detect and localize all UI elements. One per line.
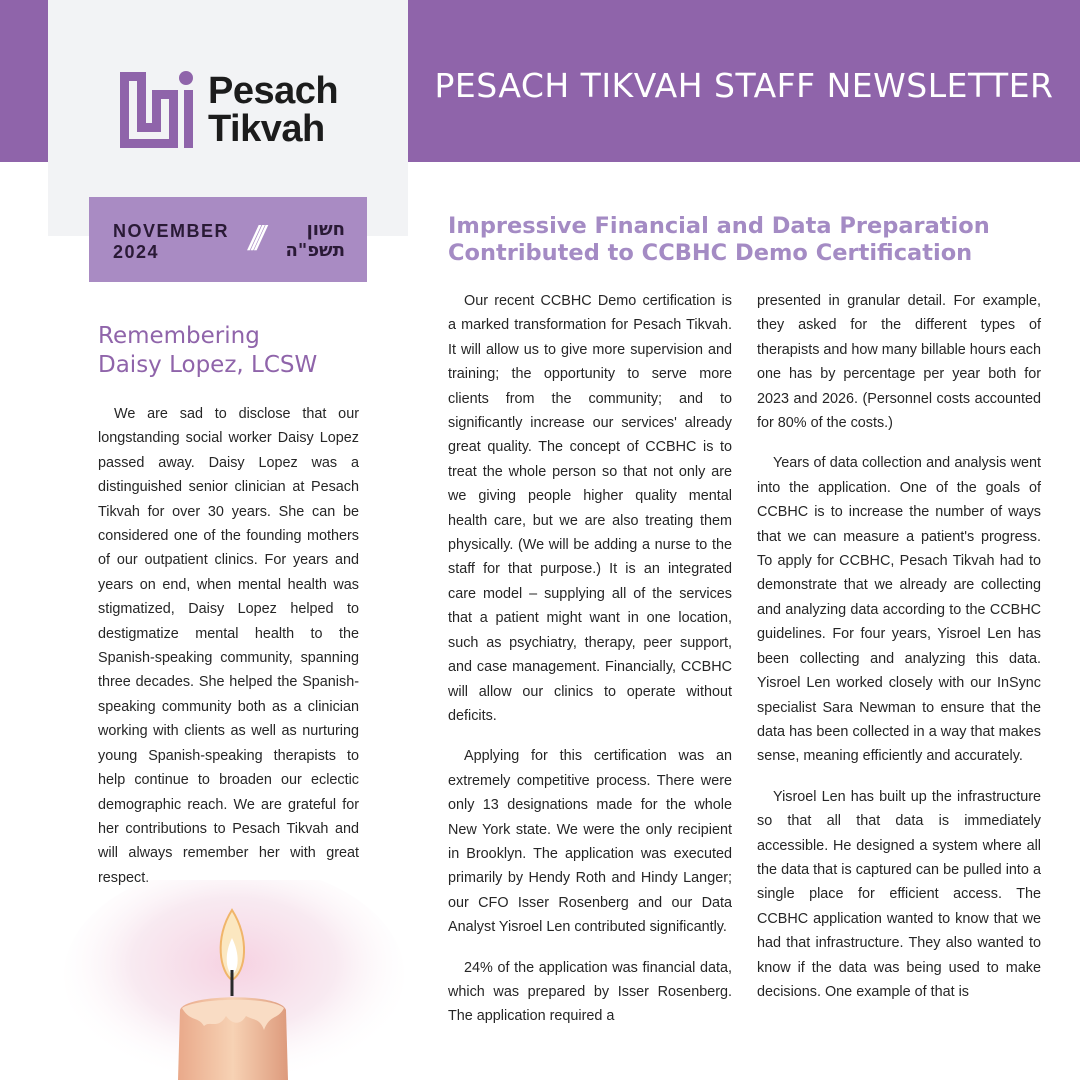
article-paragraph: presented in granular detail. For example, they asked for the different types of therapists and how many billable hours each one has by percentage per year both for 2023 and 2026. (Personnel costs accounted for 80% of the costs.) <box>757 293 1041 432</box>
issue-date-hebrew <box>285 219 345 261</box>
article-paragraph: Years of data collection and analysis went into the application. One of the goals of CCBHC is to increase the number of ways that we can measure a patient's progress. To apply for CCBHC, Pesach Tikvah had to demonstrate that we already are collecting and analyzing data according to the CCBHC guidelines. For four years, Yisroel Len has been collecting and analyzing this data. Yisroel Len worked closely with our InSync specialist Sara Newman to ensure that the data has been collected in a way that makes sense, meaning efficiently and accurately. <box>757 455 1041 765</box>
article-title-line-1: Impressive Financial and Data Preparation <box>448 213 990 239</box>
sidebar-heading-line-2: Daisy Lopez, LCSW <box>98 352 318 378</box>
issue-hebrew-month: חשון <box>306 219 345 240</box>
article-column-left <box>448 289 732 1045</box>
sidebar-heading-line-1: Remembering <box>98 323 260 349</box>
article-paragraph: Applying for this certification was an extremely competitive process. There were only 13 designations made for the whole New York state. We were the only recipient in Brooklyn. The application was executed primarily by Hendy Roth and Hindy Langer; our CFO Isser Rosenberg and our Data Analyst Yisroel Len contributed significantly. <box>448 748 732 936</box>
article-title-line-2: Contributed to CCBHC Demo Certification <box>448 240 973 266</box>
logo <box>120 70 360 152</box>
article-paragraph: Our recent CCBHC Demo certification is a marked transformation for Pesach Tikvah. It will allow us to give more supervision and training; the opportunity to serve more clients from the community; and to significantly increase our services' already great quality. The concept of CCBHC is to treat the whole person so that not only are we giving people higher quality mental health care, but we are also treating them physically. (We will be adding a nurse to the staff for that purpose.) It is an integrated care model – supplying all of the services that a patient might want in one location, such as psychiatry, therapy, peer support, and case management. Financially, CCBHC will allow our clinics to operate without deficits. <box>448 293 732 724</box>
issue-date-english <box>113 221 229 263</box>
divider-slashes-icon: /// <box>249 220 260 258</box>
logo-line-2: Tikvah <box>208 108 325 150</box>
newsletter-title: PESACH TIKVAH STAFF NEWSLETTER <box>434 66 1054 105</box>
logo-line-1: Pesach <box>208 70 339 112</box>
logo-wordmark <box>208 72 338 148</box>
sidebar-body: We are sad to disclose that our longstanding social worker Daisy Lopez passed away. Daisy Lopez was a distinguished senior clinician at Pesach Tikvah for over 30 years. She can be considered one of the founding mothers of our outpatient clinics. For years and years on end, when mental health was stigmatized, Daisy Lopez helped to destigmatize mental health to the Spanish-speaking community, spanning three decades. She helped the Spanish-speaking community both as a clinician working with clients as well as nurturing young Spanish-speaking therapists to help continue to broaden our eclectic demographic reach. We are grateful for her contributions to Pesach Tikvah and will always remember her with great respect. <box>98 406 359 886</box>
article-title <box>448 213 1048 267</box>
issue-year: 2024 <box>113 242 160 262</box>
article-column-right <box>757 289 1041 1020</box>
article-paragraph: Yisroel Len has built up the infrastructure so that all that data is immediately accessible. He designed a system where all the data that is captured can be pulled into a single place for efficient access. The CCBHC application wanted to know that we had that infrastructure. They also wanted to know if the data was being used to make decisions. One example of that is <box>757 788 1041 1000</box>
article-paragraph: 24% of the application was financial data, which was prepared by Isser Rosenberg. The application required a <box>448 959 732 1025</box>
issue-date-box <box>89 197 367 282</box>
candle-illustration-icon <box>64 880 404 1080</box>
issue-month: NOVEMBER <box>113 221 230 241</box>
issue-hebrew-year: תשפ"ה <box>285 240 345 261</box>
logo-mark-icon <box>120 70 194 150</box>
sidebar-heading <box>98 322 388 380</box>
